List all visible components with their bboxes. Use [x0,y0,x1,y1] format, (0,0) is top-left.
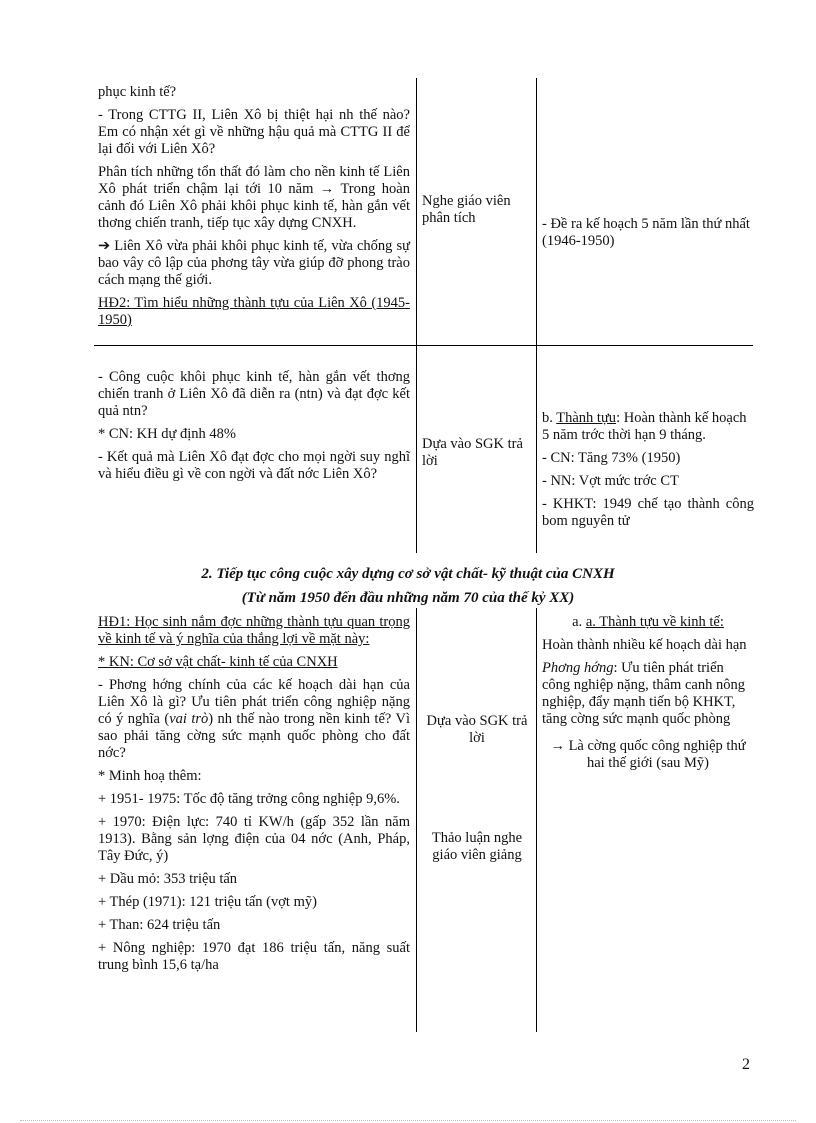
text-thanh-tuu-kinh-te [542,614,754,631]
table1-col1-lower [98,369,410,489]
conclusion-khoi-phuc: ➔ Liên Xô vừa phải khôi phục kinh tế, vừa chống sự bao vây cô lập của phơng tây vừa giúp đỡ phong trào cách mạng thế giới. [98,238,410,288]
table1-col2-lower [422,436,532,476]
table1-col3-lower [542,410,754,536]
text-thep: + Thép (1971): 121 triệu tấn (vợt mỹ) [98,894,317,910]
method-dua-vao-sgk-2: Dựa vào SGK trả lời [426,713,528,746]
table1-col3-upper [542,216,752,256]
thanh-tuu-label: Thành tựu [556,410,617,426]
method-dua-vao-sgk: Dựa vào SGK trả lời [422,436,523,469]
table2-col2-lower [422,830,532,870]
table2-right-divider [536,608,537,1032]
method-nghe-giao-vien: Nghe giáo viên phân tích [422,193,511,226]
text-cn-ke-hoach: * CN: KH dự định 48% [98,426,236,442]
method-thao-luan: Thảo luận nghe giáo viên giảng [431,830,523,863]
analysis-ton-that: Phân tích những tổn thất đó làm cho nền kinh tế Liên Xô phát triển chậm lại tới 10 năm → Trong hoàn cảnh đó Liên Xô phải khôi phục kinh tế, hàn gắn vết thơng chiến tranh, tiếp tục xây dựng CNXH. [98,164,410,231]
table1-right-divider [536,78,537,553]
table2-col2-upper [422,713,532,753]
thanh-tuu-kinh-te-label: a. Thành tựu về kinh tế: [585,614,724,630]
question-phuong-huong [98,677,410,762]
text-thanh-tuu [542,410,754,444]
text-nn-vot: - NN: Vợt mức trớc CT [542,473,679,489]
text-toc-do: + 1951- 1975: Tốc độ tăng trởng công nghiệp 9,6%. [98,791,400,807]
table1-col2-upper [422,193,532,233]
table2-col3 [542,614,754,778]
text-cn-tang: - CN: Tăng 73% (1950) [542,450,681,466]
table2-left-divider [416,608,417,1032]
text-hoan-thanh: Hoàn thành nhiều kế hoạch dài hạn [542,637,747,653]
text-than: + Than: 624 triệu tấn [98,917,221,933]
text-khkt: - KHKT: 1949 chế tạo thành công bom nguyên tử [542,496,754,529]
text-cuong-quoc: → Là cờng quốc công nghiệp thứ hai thế giới (sau Mỹ) [550,738,746,771]
question-phuong-huong-b: ) nh thế nào trong nền kinh tế? Vì sao phải tăng cờng sức mạnh quốc phòng cho đất nớc? [98,711,410,761]
text-phuong-huong [542,660,754,728]
question-thiet-hai: - Trong CTTG II, Liên Xô bị thiệt hại nh thế nào? Em có nhận xét gì về những hậu quả mà CTTG II để lại đối với Liên Xô? [98,107,410,157]
section-heading-line2: (Từ năm 1950 đến đầu những năm 70 của thế kỷ XX) [241,590,575,606]
question-khoi-phuc: - Công cuộc khôi phục kinh tế, hàn gắn vết thơng chiến tranh ở Liên Xô đã diễn ra (ntn) và đạt đợc kết quả ntn? [98,369,410,419]
text-phuc-kinh-te: phục kinh tế? [98,84,177,100]
concept-co-so-vat-chat: * KN: Cơ sở vật chất- kinh tế của CNXH [98,654,338,670]
thanh-tuu-prefix: b. [542,410,557,426]
question-ket-qua: - Kết quả mà Liên Xô đạt đợc cho mọi ngời suy nghĩ và hiểu điều gì về con ngời và đất nớc Liên Xô? [98,449,410,482]
table1-row-divider [94,345,753,346]
table1-col1-upper [98,84,410,335]
text-ke-hoach-5-nam: - Đề ra kế hoạch 5 năm lần thứ nhất (1946-1950) [542,216,750,249]
text-nong-nghiep: + Nông nghiệp: 1970 đạt 186 triệu tấn, năng suất trung bình 15,6 tạ/ha [98,940,410,973]
activity-hd1-title: HĐ1: Học sinh nắm đợc những thành tựu quan trọng về kinh tế và ý nghĩa của thắng lợi về mặt này: [98,614,410,647]
section-heading-line1: 2. Tiếp tục công cuộc xây dựng cơ sở vật chất- kỹ thuật của CNXH [201,566,615,582]
text-dau-mo: + Dầu mỏ: 353 triệu tấn [98,871,238,887]
phuong-huong-label: Phơng hớng [542,660,614,676]
text-minh-hoa: * Minh hoạ thêm: [98,768,202,784]
thanh-tuu-rest: : Hoàn thành kế hoạch 5 năm trớc thời hạn 9 tháng. [542,410,747,443]
footer-dotted-line [20,1120,796,1121]
text-dien-luc: + 1970: Điện lực: 740 tỉ KW/h (gấp 352 lần năm 1913). Bằng sản lợng điện của 04 nớc (Anh, Pháp, Tây Đức, ý) [98,814,410,864]
question-phuong-huong-a: - Phơng hớng chính của các kế hoạch dài hạn của Liên Xô là gì? Ưu tiên phát triển công nghiệp nặng có ý nghĩa ( [98,677,410,727]
activity-hd2-title: HĐ2: Tìm hiểu những thành tựu của Liên Xô (1945-1950) [98,295,410,328]
page-number: 2 [742,1056,750,1073]
table1-left-divider [416,78,417,553]
phuong-huong-rest: : Ưu tiên phát triển công nghiệp nặng, thâm canh nông nghiệp, đẩy mạnh tiến bộ KHKT, tăng cờng sức mạnh quốc phòng [542,660,745,727]
thanh-tuu-kinh-te-prefix: a. [572,614,586,630]
table2-col1 [98,614,410,980]
question-vai-tro: vai trò [169,711,209,727]
